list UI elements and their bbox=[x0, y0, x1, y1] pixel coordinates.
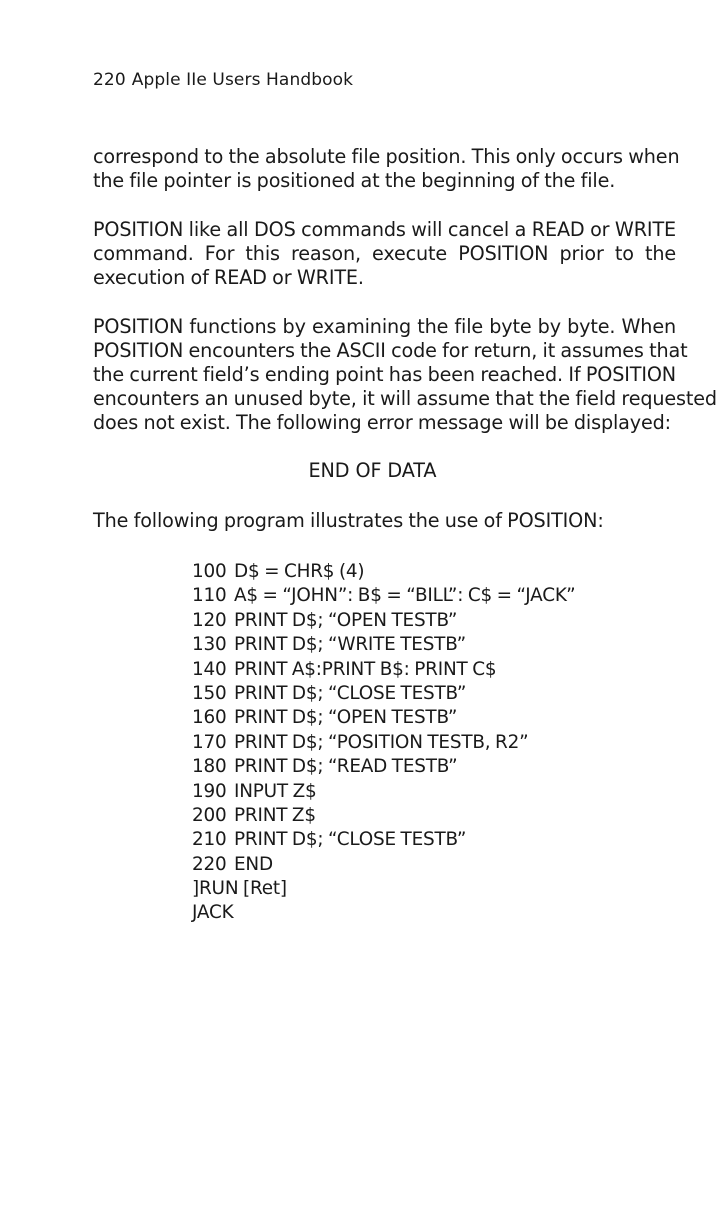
statement: D$ = CHR$ (4) bbox=[234, 561, 365, 582]
statement: END bbox=[234, 853, 273, 875]
program-line bbox=[192, 731, 575, 755]
line-number: 210 bbox=[192, 829, 227, 851]
line-number: 100 bbox=[192, 561, 227, 582]
line-number: 180 bbox=[192, 756, 227, 778]
run-output-line: ]RUN [Ret] bbox=[192, 878, 287, 900]
statement: PRINT D$; “POSITION TESTB, R2” bbox=[234, 731, 529, 753]
text-line: correspond to the absolute file position. This only occurs when bbox=[93, 145, 680, 168]
text-line: the file pointer is positioned at the beginning of the file. bbox=[93, 169, 616, 192]
line-number: 120 bbox=[192, 609, 227, 631]
statement: INPUT Z$ bbox=[234, 780, 317, 802]
program-line bbox=[192, 804, 575, 828]
statement: PRINT A$:PRINT B$: PRINT C$ bbox=[234, 658, 497, 680]
text-line: does not exist. The following error message will be displayed: bbox=[93, 411, 671, 434]
line-number: 110 bbox=[192, 585, 227, 607]
text-line: command. For this reason, execute POSITION prior to the bbox=[93, 242, 676, 265]
statement: PRINT D$; “CLOSE TESTB” bbox=[234, 682, 467, 704]
statement: PRINT D$; “READ TESTB” bbox=[234, 756, 458, 778]
program-line bbox=[192, 828, 575, 852]
text-line: the current field’s ending point has been reached. If POSITION bbox=[93, 363, 676, 386]
paragraph-3 bbox=[93, 315, 717, 435]
program-line bbox=[192, 560, 575, 584]
line-number: 160 bbox=[192, 707, 227, 729]
line-number: 140 bbox=[192, 658, 227, 680]
statement: PRINT D$; “OPEN TESTB” bbox=[234, 707, 458, 729]
program-line bbox=[192, 633, 575, 657]
running-title: Apple IIe Users Handbook bbox=[131, 70, 354, 90]
running-header bbox=[93, 70, 353, 90]
text-line: POSITION encounters the ASCII code for return, it assumes that bbox=[93, 339, 688, 362]
statement: PRINT D$; “CLOSE TESTB” bbox=[234, 829, 467, 851]
program-intro: The following program illustrates the use of POSITION: bbox=[93, 509, 604, 532]
paragraph-1 bbox=[93, 145, 680, 193]
program-line bbox=[192, 682, 575, 706]
program-line bbox=[192, 658, 575, 682]
program-line bbox=[192, 755, 575, 779]
program-line bbox=[192, 609, 575, 633]
statement: PRINT Z$ bbox=[234, 804, 316, 826]
error-message: END OF DATA bbox=[308, 459, 437, 482]
program-line bbox=[192, 780, 575, 804]
line-number: 190 bbox=[192, 780, 227, 802]
program-line bbox=[192, 584, 575, 608]
text-line: POSITION like all DOS commands will cancel a READ or WRITE bbox=[93, 218, 676, 241]
page-number: 220 bbox=[93, 70, 126, 90]
statement: PRINT D$; “OPEN TESTB” bbox=[234, 609, 458, 631]
program-listing bbox=[192, 560, 575, 926]
line-number: 200 bbox=[192, 804, 227, 826]
text-line: POSITION functions by examining the file byte by byte. When bbox=[93, 315, 676, 338]
statement: A$ = “JOHN”: B$ = “BILL”: C$ = “JACK” bbox=[234, 585, 576, 607]
program-line bbox=[192, 706, 575, 730]
text-line: encounters an unused byte, it will assume that the field requested bbox=[93, 387, 717, 410]
line-number: 130 bbox=[192, 634, 227, 656]
line-number: 170 bbox=[192, 731, 227, 753]
text-line: execution of READ or WRITE. bbox=[93, 266, 364, 289]
statement: PRINT D$; “WRITE TESTB” bbox=[234, 634, 466, 656]
paragraph-2 bbox=[93, 218, 676, 290]
line-number: 220 bbox=[192, 853, 227, 875]
run-output-line: JACK bbox=[192, 902, 234, 924]
line-number: 150 bbox=[192, 682, 227, 704]
program-line bbox=[192, 853, 575, 877]
